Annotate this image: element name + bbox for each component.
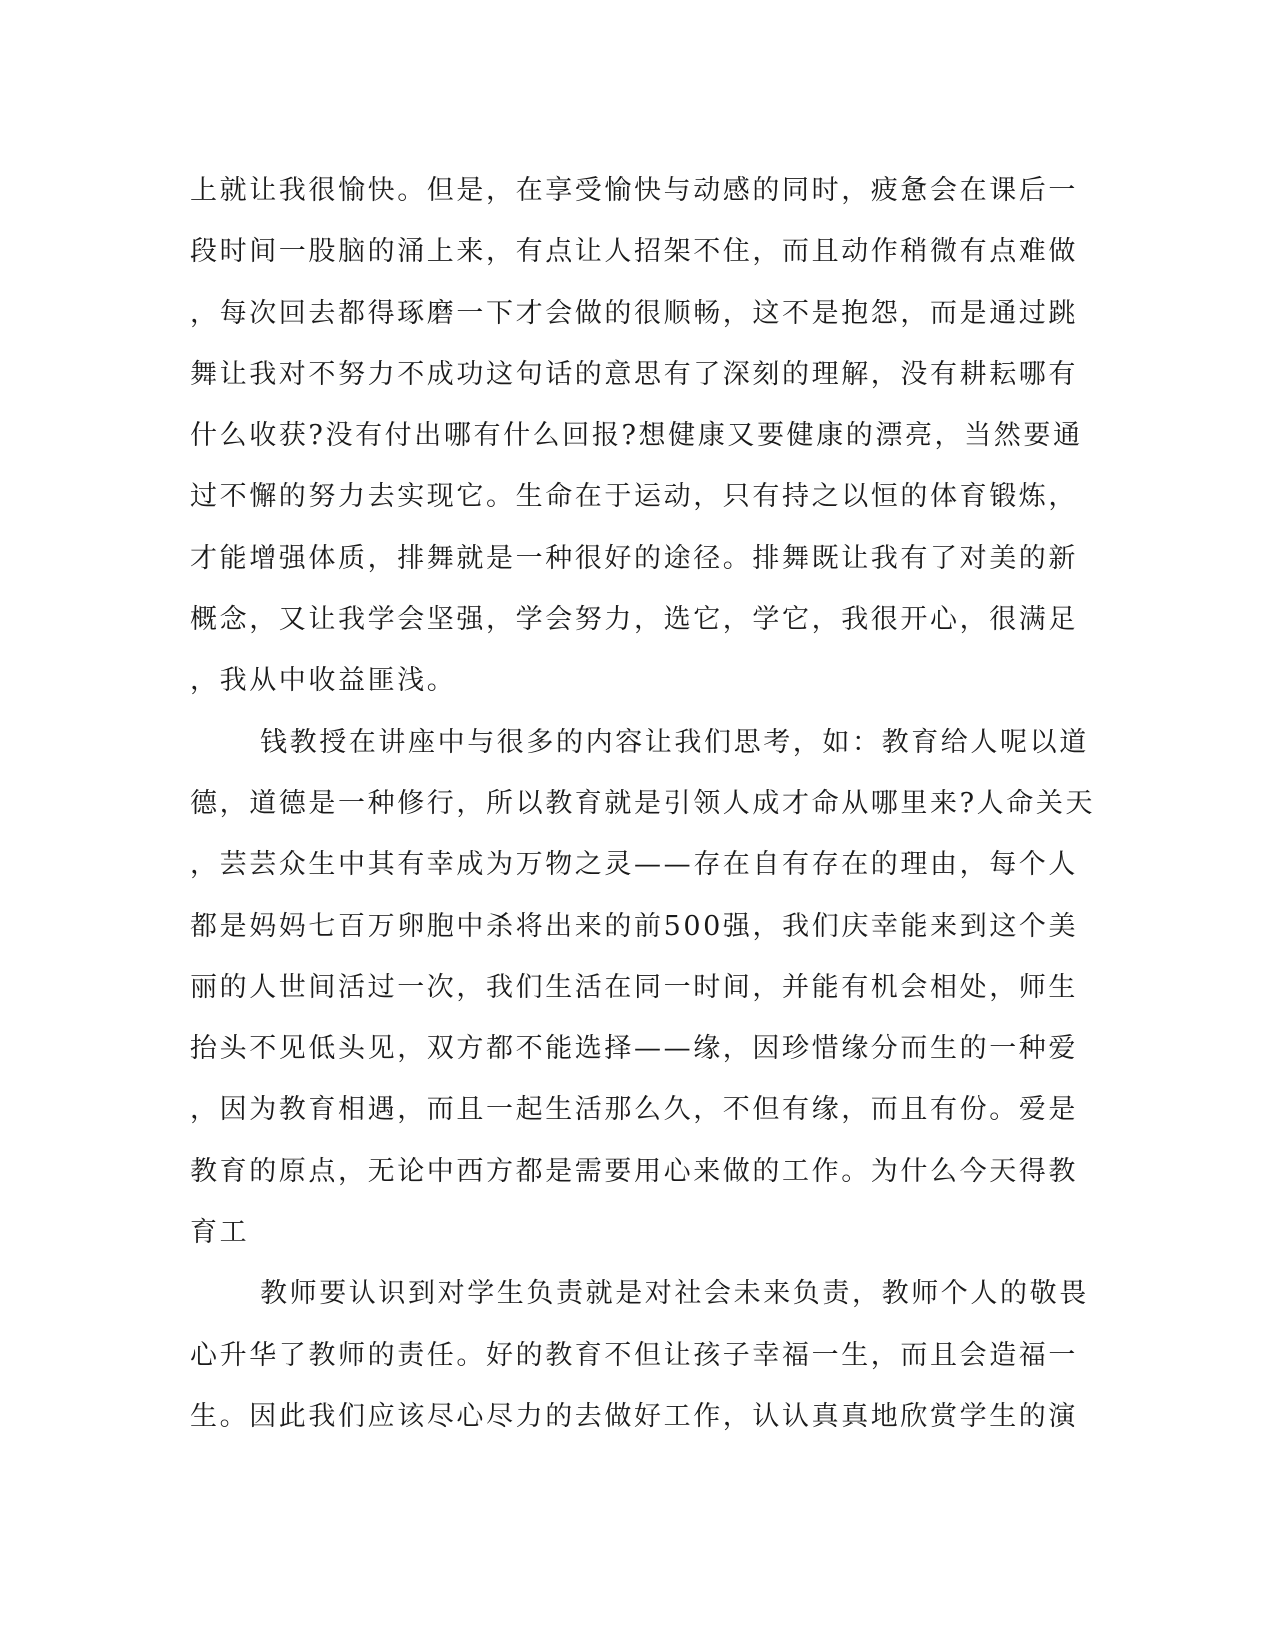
text-line: 舞让我对不努力不成功这句话的意思有了深刻的理解，没有耕耘哪有 [190, 358, 1078, 390]
paragraph-1 [190, 160, 1090, 712]
text-line: 德，道德是一种修行，所以教育就是引领人成才命从哪里来?人命关天 [190, 787, 1096, 819]
paragraph-3 [190, 1263, 1090, 1447]
text-line: 过不懈的努力去实现它。生命在于运动，只有持之以恒的体育锻炼， [190, 481, 1078, 513]
text-line: 都是妈妈七百万卵胞中杀将出来的前500强，我们庆幸能来到这个美 [190, 910, 1079, 942]
document-body [190, 160, 1096, 1447]
text-line: 概念，又让我学会坚强，学会努力，选它，学它，我很开心，很满足 [190, 604, 1078, 636]
text-line: ，因为教育相遇，而且一起生活那么久，不但有缘，而且有份。爱是 [190, 1094, 1078, 1126]
text-line: 心升华了教师的责任。好的教育不但让孩子幸福一生，而且会造福一 [190, 1339, 1078, 1371]
text-line: ，我从中收益匪浅。 [190, 665, 457, 697]
text-line: ，芸芸众生中其有幸成为万物之灵——存在自有存在的理由，每个人 [190, 849, 1078, 881]
text-line: 上就让我很愉快。但是，在享受愉快与动感的同时，疲惫会在课后一 [190, 175, 1078, 206]
text-line: 生。因此我们应该尽心尽力的去做好工作，认认真真地欣赏学生的演 [190, 1400, 1078, 1432]
text-line: 钱教授在讲座中与很多的内容让我们思考，如：教育给人呢以道 [260, 726, 1089, 758]
text-line: 抬头不见低头见，双方都不能选择——缘，因珍惜缘分而生的一种爱 [190, 1033, 1078, 1065]
text-line: 段时间一股脑的涌上来，有点让人招架不住，而且动作稍微有点难做 [190, 236, 1078, 268]
paragraph-2 [190, 712, 1096, 1264]
text-line: 教育的原点，无论中西方都是需要用心来做的工作。为什么今天得教 [190, 1155, 1078, 1187]
text-line: 丽的人世间活过一次，我们生活在同一时间，并能有机会相处，师生 [190, 971, 1078, 1003]
text-line: 才能增强体质，排舞就是一种很好的途径。排舞既让我有了对美的新 [190, 542, 1078, 574]
text-line: 育工 [190, 1217, 250, 1249]
text-line: ，每次回去都得琢磨一下才会做的很顺畅，这不是抱怨，而是通过跳 [190, 297, 1078, 329]
text-line: 教师要认识到对学生负责就是对社会未来负责，教师个人的敬畏 [260, 1278, 1089, 1310]
text-line: 什么收获?没有付出哪有什么回报?想健康又要健康的漂亮，当然要通 [190, 420, 1083, 452]
